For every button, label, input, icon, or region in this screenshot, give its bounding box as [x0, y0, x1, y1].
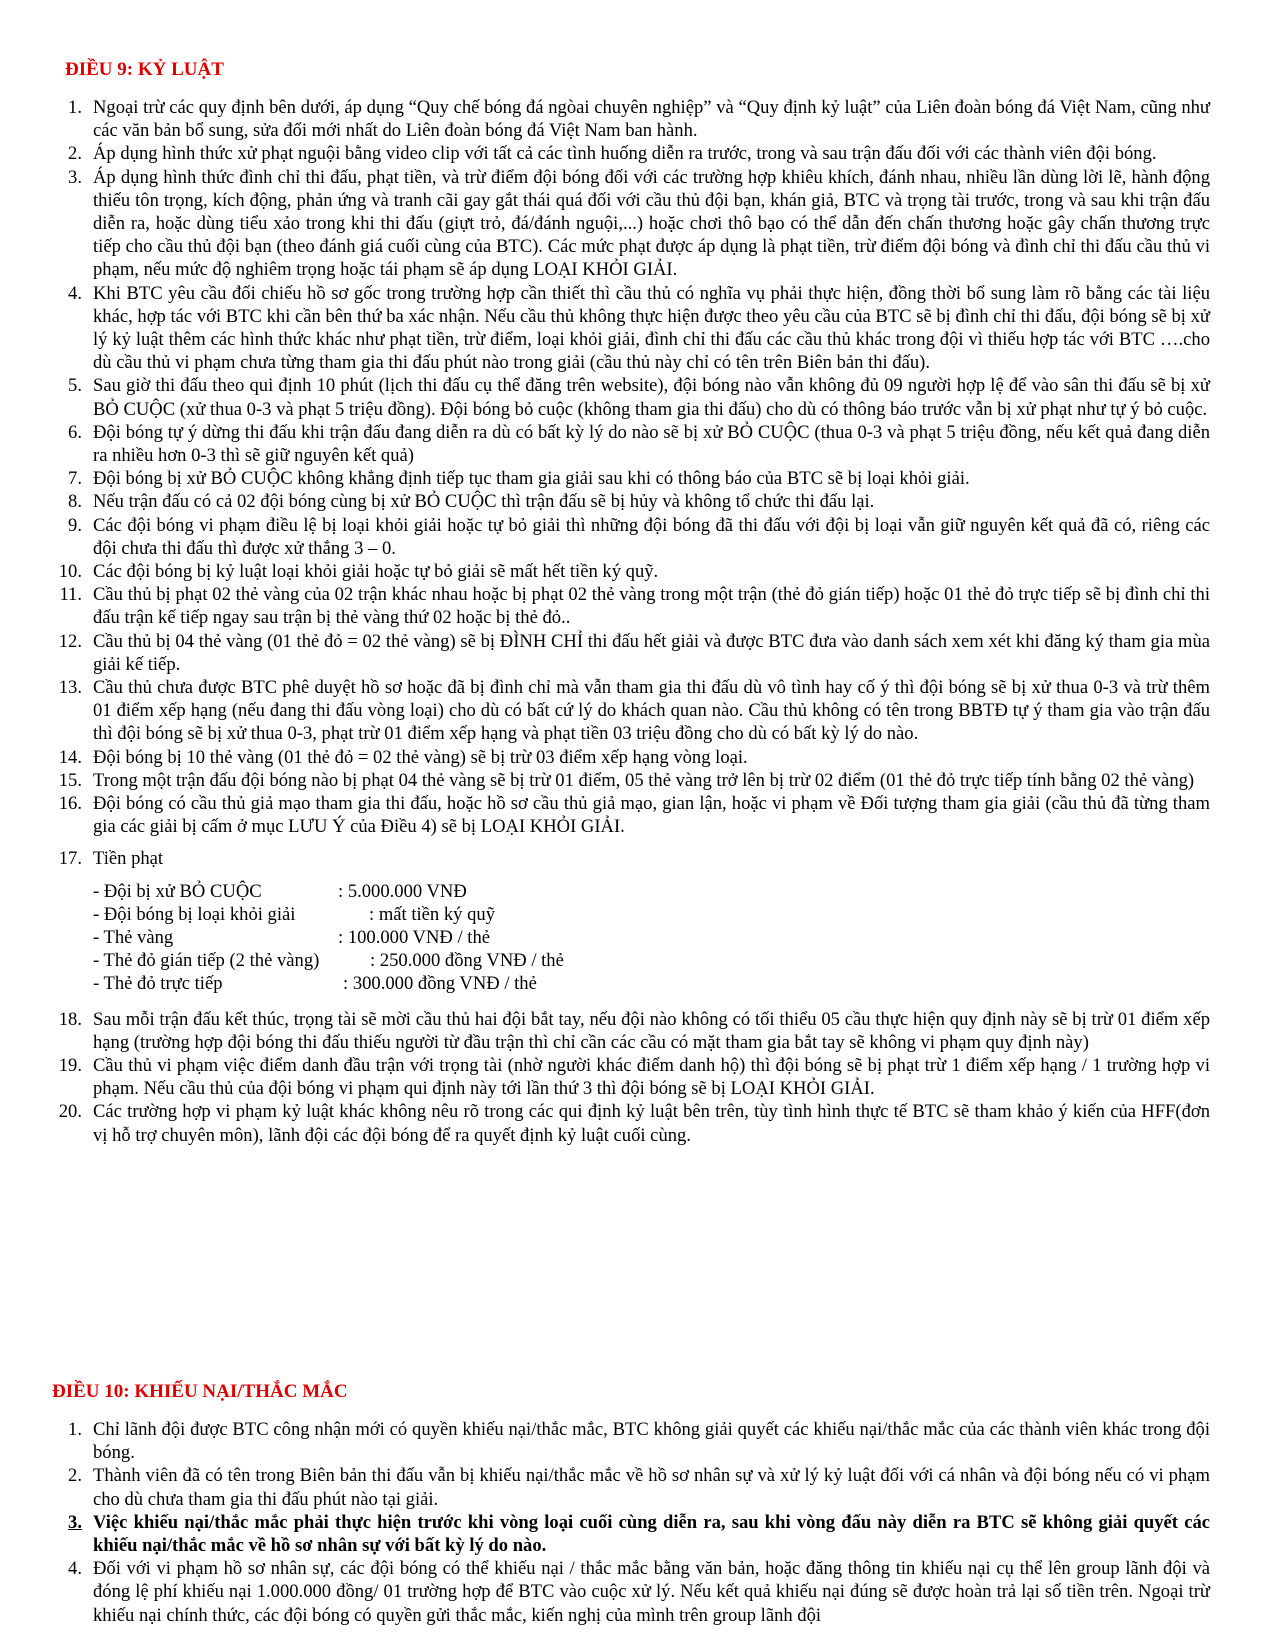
item-number: 19. [58, 1055, 82, 1077]
item-number: 14. [58, 746, 82, 768]
item-text: Các đội bóng bị kỷ luật loại khỏi giải hoặc tự bỏ giải sẽ mất hết tiền ký quỹ. [93, 561, 659, 583]
item-text: Khi BTC yêu cầu đối chiếu hồ sơ gốc trong trường hợp cần thiết thì cầu thủ có nghĩa vụ phải thực hiện, đồng thời bổ sung làm rõ bằng các tài liệu khác, hợp tác với BTC khi cần bên thứ ba xác nhận. Nếu cầu thủ không thực hiện được theo yêu cầu của BTC sẽ bị đình chỉ thi đấu, đội bóng sẽ bị xử lý kỷ luật thêm các hình thức khác như phạt tiền, trừ điểm, loại khỏi giải, đình chỉ thi đấu các cầu thủ khác trong đội vì thiếu hợp tác với BTC ….cho dù cầu thủ vi phạm chưa từng tham gia thi đấu phút nào trong giải (cầu thủ này chỉ có tên trên Biên bản thi đấu). [93, 282, 1210, 374]
item-number: 1. [68, 1419, 82, 1440]
item-text: Áp dụng hình thức xử phạt nguội bằng video clip với tất cả các tình huống diễn ra trước, trong và sau trận đấu đối với các thành viên đội bóng. [93, 143, 1157, 165]
fine-row [93, 972, 1210, 995]
list-item [56, 792, 1210, 838]
item-number: 11. [59, 584, 82, 606]
fine-label: - Đội bị xử BỎ CUỘC [93, 880, 262, 902]
list-item [56, 1464, 1210, 1510]
item-text: Sau giờ thi đấu theo qui định 10 phút (lịch thi đấu cụ thể đăng trên website), đội bóng nào vẫn không đủ 09 người hợp lệ để vào sân thi đấu sẽ bị xử BỎ CUỘC (xử thua 0-3 và phạt 5 triệu đồng). Đội bóng bỏ cuộc (không tham gia thi đấu) cho dù có thông báo trước vẫn bị xử phạt như tự ý bỏ cuộc. [93, 375, 1210, 420]
item-number: 3. [68, 166, 82, 188]
item-number: 12. [58, 630, 82, 652]
item-number: 6. [68, 421, 82, 443]
list-item [56, 374, 1210, 420]
item-number: 20. [58, 1101, 82, 1123]
item-number: 5. [68, 375, 82, 397]
item-text: Nếu trận đấu có cả 02 đội bóng cùng bị xử BỎ CUỘC thì trận đấu sẽ bị hủy và không tổ chức thi đấu lại. [93, 491, 875, 513]
fine-value: : 300.000 đồng VNĐ / thẻ [343, 973, 537, 995]
fine-label: - Đội bóng bị loại khỏi giải [93, 903, 296, 925]
item-number: 2. [68, 1465, 82, 1487]
list-item [56, 96, 1210, 142]
item-text: Đối với vi phạm hồ sơ nhân sự, các đội bóng có thể khiếu nại / thắc mắc bằng văn bản, hoặc đăng thông tin khiếu nại cụ thể lên group lãnh đội và đóng lệ phí khiếu nại 1.000.000 đồng/ 01 trường hợp để BTC vào cuộc xử lý. Nếu kết quả khiếu nại đúng sẽ được hoàn trả lại số tiền trên. Ngoại trừ khiếu nại chính thức, các đội bóng có quyền gửi thắc mắc, kiến nghị của mình trên group lãnh đội [93, 1558, 1210, 1626]
list-item-fines [56, 847, 1210, 870]
item-number: 4. [68, 282, 82, 304]
list-item [56, 166, 1210, 282]
list-item [56, 467, 1210, 490]
fine-row [93, 903, 1210, 926]
fine-row [93, 949, 1210, 972]
list-item [56, 282, 1210, 375]
list-item [56, 1008, 1210, 1054]
list-item [56, 769, 1210, 792]
fine-label: - Thẻ đỏ trực tiếp [93, 973, 223, 995]
list-item [56, 514, 1210, 560]
item-number: 9. [68, 514, 82, 536]
item-text: Áp dụng hình thức đình chỉ thi đấu, phạt tiền, và trừ điểm đội bóng đối với các trường hợp khiêu khích, đánh nhau, nhiều lần dùng lời lẽ, hành động thiếu tôn trọng, kích động, phản ứng và tranh cãi gay gắt thái quá đối với cầu thủ đội bạn, khán giả, BTC và trọng tài trước, trong và sau khi trận đấu diễn ra, hoặc dùng tiểu xảo trong khi thi đấu (giựt trỏ, đá/đánh nguội,...) hoặc chơi thô bạo có thể dẫn đến chấn thương hoặc gây chấn thương trực tiếp cho cầu thủ đội bạn (theo đánh giá cuối cùng của BTC). Các mức phạt được áp dụng là phạt tiền, trừ điểm đội bóng và đình chỉ thi đấu cầu thủ vi phạm, nếu mức độ nghiêm trọng hoặc tái phạm sẽ áp dụng LOẠI KHỎI GIẢI. [93, 166, 1210, 281]
item-text: Đội bóng có cầu thủ giả mạo tham gia thi đấu, hoặc hồ sơ cầu thủ giả mạo, gian lận, hoặc vi phạm về Đối tượng tham gia giải (cầu thủ đã từng tham gia các giải bị cấm ở mục LƯU Ý của Điều 4) sẽ bị LOẠI KHỎI GIẢI. [93, 793, 1210, 838]
fine-row [93, 926, 1210, 949]
list-item [56, 1100, 1210, 1146]
item-text: Việc khiếu nại/thắc mắc phải thực hiện trước khi vòng loại cuối cùng diễn ra, sau khi vòng đấu này diễn ra BTC sẽ không giải quyết các khiếu nại/thắc mắc về hồ sơ nhân sự với bất kỳ lý do nào. [93, 1511, 1210, 1557]
list-item [56, 1054, 1210, 1100]
fine-label: - Thẻ đỏ gián tiếp (2 thẻ vàng) [93, 950, 320, 972]
item-number: 8. [68, 491, 82, 513]
list-item [56, 1418, 1210, 1464]
list-item [56, 421, 1210, 467]
item-text: Tiền phạt [93, 847, 164, 869]
item-text: Trong một trận đấu đội bóng nào bị phạt 04 thẻ vàng sẽ bị trừ 01 điểm, 05 thẻ vàng trở lên bị trừ 02 điểm (01 thẻ đỏ trực tiếp tính bằng 02 thẻ vàng) [93, 769, 1195, 791]
item-number: 10. [58, 561, 82, 583]
item-text: Đội bóng bị 10 thẻ vàng (01 thẻ đỏ = 02 thẻ vàng) sẽ bị trừ 03 điểm xếp hạng vòng loại. [93, 746, 748, 768]
item-text: Các đội bóng vi phạm điều lệ bị loại khỏi giải hoặc tự bỏ giải thì những đội bóng đã thi đấu với đội bị loại vẫn giữ nguyên kết quả đã có, riêng các đội chưa thi đấu thì được xử thắng 3 – 0. [93, 514, 1210, 559]
list-item [56, 630, 1210, 676]
list-item [56, 142, 1210, 165]
list-item-bold [56, 1511, 1210, 1557]
item-text: Cầu thủ vi phạm việc điểm danh đầu trận với trọng tài (nhờ người khác điểm danh hộ) thì đội bóng sẽ bị phạt trừ 1 điểm xếp hạng / 1 trường hợp vi phạm. Nếu cầu thủ của đội bóng vi phạm qui định này tới lần thứ 3 thì đội bóng sẽ bị LOẠI KHỎI GIẢI. [93, 1055, 1210, 1100]
article-10-list [56, 1418, 1210, 1627]
item-number: 4. [68, 1558, 82, 1580]
list-item [56, 490, 1210, 513]
item-number: 2. [68, 143, 82, 165]
article-9-heading: ĐIỀU 9: KỶ LUẬT [65, 59, 224, 80]
item-number: 15. [58, 769, 82, 791]
fine-value: : 5.000.000 VNĐ [338, 880, 467, 902]
item-text: Đội bóng bị xử BỎ CUỘC không khẳng định tiếp tục tham gia giải sau khi có thông báo của BTC sẽ bị loại khỏi giải. [93, 468, 970, 490]
item-number: 18. [58, 1008, 82, 1030]
article-10-heading: ĐIỀU 10: KHIẾU NẠI/THẮC MẮC [52, 1381, 348, 1402]
item-number: 13. [58, 677, 82, 699]
item-number: 3. [68, 1511, 82, 1533]
item-text: Thành viên đã có tên trong Biên bản thi đấu vẫn bị khiếu nại/thắc mắc về hồ sơ nhân sự và xử lý kỷ luật đối với cá nhân và đội bóng nếu có vi phạm cho dù chưa tham gia thi đấu phút nào tại giải. [93, 1465, 1210, 1510]
item-text: Đội bóng tự ý dừng thi đấu khi trận đấu đang diễn ra dù có bất kỳ lý do nào sẽ bị xử BỎ CUỘC (thua 0-3 và phạt 5 triệu đồng, nếu kết quả đang diễn ra nhiều hơn 0-3 thì sẽ giữ nguyên kết quả) [93, 421, 1210, 467]
fine-value: : 100.000 VNĐ / thẻ [338, 927, 491, 949]
list-item [56, 560, 1210, 583]
fines-table [56, 880, 1210, 996]
item-text: Cầu thủ bị 04 thẻ vàng (01 thẻ đỏ = 02 thẻ vàng) sẽ bị ĐÌNH CHỈ thi đấu hết giải và được BTC đưa vào danh sách xem xét khi đăng ký tham gia mùa giải kế tiếp. [93, 630, 1210, 675]
item-text: Cầu thủ chưa được BTC phê duyệt hồ sơ hoặc đã bị đình chỉ mà vẫn tham gia thi đấu dù vô tình hay cố ý thì đội bóng sẽ bị xử thua 0-3 và trừ thêm 01 điểm xếp hạng (nếu đang thi đấu vòng loại) cho dù có bất cứ lý do khách quan nào. Cầu thủ không có tên trong BBTĐ tự ý tham gia vào trận đấu thì đội bóng sẽ bị xử thua 0-3, phạt trừ 01 điểm xếp hạng và phạt tiền 03 triệu đồng cho dù có bất kỳ lý do nào. [93, 677, 1210, 745]
list-item [56, 583, 1210, 629]
list-item [56, 1557, 1210, 1627]
item-text: Sau mỗi trận đấu kết thúc, trọng tài sẽ mời cầu thủ hai đội bắt tay, nếu đội nào không có tối thiểu 05 cầu thực hiện quy định này sẽ bị trừ 01 điểm xếp hạng (trường hợp đội bóng thi đấu thiếu người từ đầu trận thì chỉ cần các cầu có mặt tham gia bắt tay sẽ không vi phạm quy định này) [93, 1008, 1210, 1053]
item-text: Các trường hợp vi phạm kỷ luật khác không nêu rõ trong các qui định kỷ luật bên trên, tùy tình hình thực tế BTC sẽ tham khảo ý kiến của HFF(đơn vị hỗ trợ chuyên môn), lãnh đội các đội bóng để ra quyết định kỷ luật cuối cùng. [93, 1101, 1210, 1146]
item-text: Cầu thủ bị phạt 02 thẻ vàng của 02 trận khác nhau hoặc bị phạt 02 thẻ vàng trong một trận (thẻ đỏ gián tiếp) hoặc 01 thẻ đỏ trực tiếp sẽ bị đình chỉ thi đấu trận kế tiếp ngay sau trận bị thẻ vàng thứ 02 hoặc bị thẻ đỏ.. [93, 584, 1210, 629]
item-number: 17. [58, 847, 82, 869]
item-number: 1. [68, 97, 82, 118]
item-text: Ngoại trừ các quy định bên dưới, áp dụng “Quy chế bóng đá ngòai chuyên nghiệp” và “Quy định kỷ luật” của Liên đoàn bóng đá Việt Nam, cũng như các văn bản bổ sung, sửa đổi mới nhất do Liên đoàn bóng đá Việt Nam ban hành. [93, 97, 1210, 142]
fine-row [93, 880, 1210, 903]
list-item [56, 676, 1210, 746]
article-9-list [56, 96, 1210, 1147]
list-item [56, 746, 1210, 769]
fine-value: : mất tiền ký quỹ [369, 903, 496, 925]
item-text: Chỉ lãnh đội được BTC công nhận mới có quyền khiếu nại/thắc mắc, BTC không giải quyết các khiếu nại/thắc mắc của các thành viên khác trong đội bóng. [93, 1419, 1210, 1464]
fine-value: : 250.000 đồng VNĐ / thẻ [370, 950, 564, 972]
fine-label: - Thẻ vàng [93, 927, 174, 949]
item-number: 7. [68, 468, 82, 490]
item-number: 16. [58, 793, 82, 815]
